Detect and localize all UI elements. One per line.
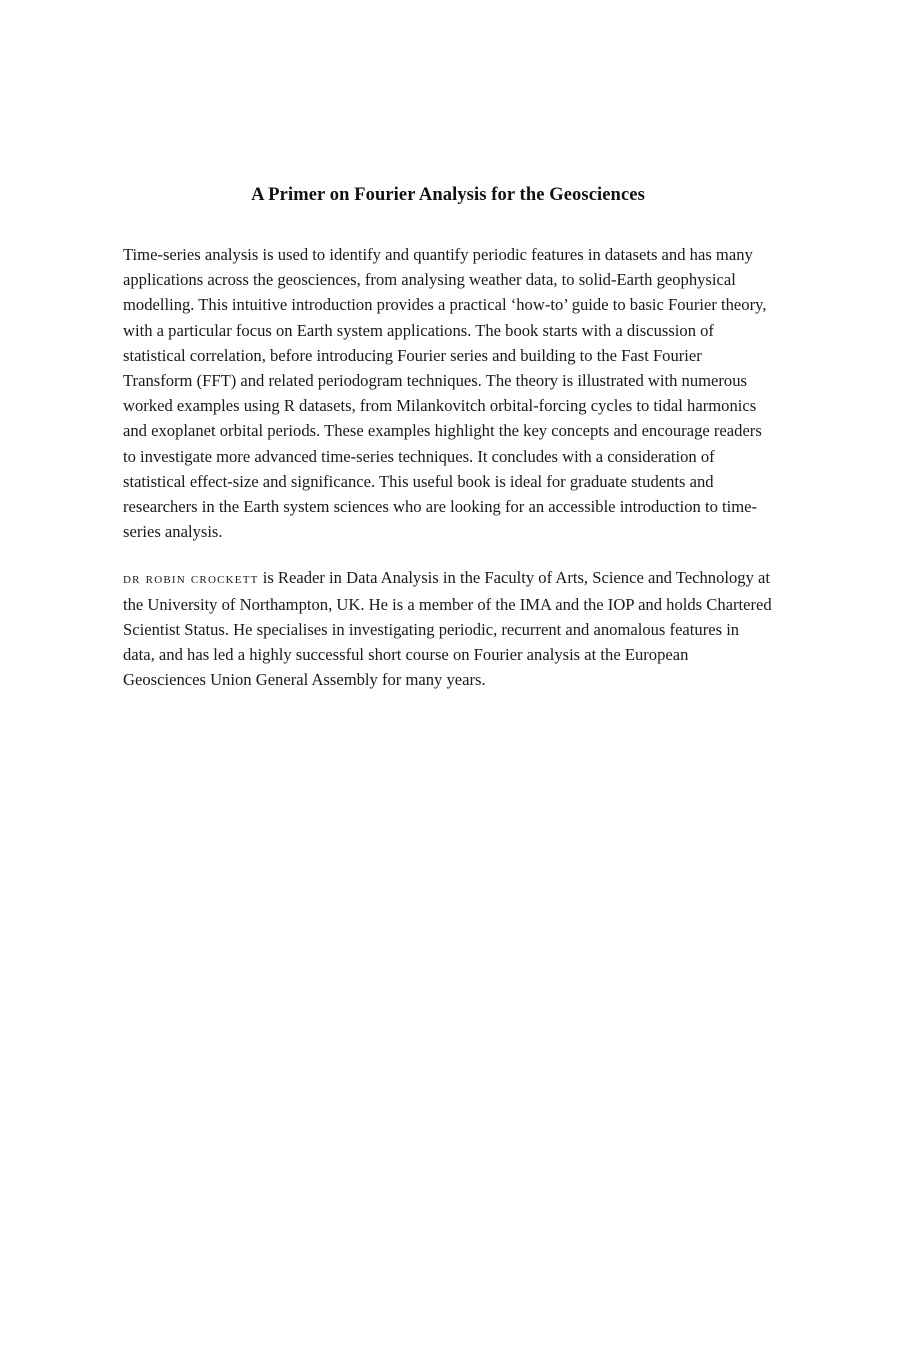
- text-block: [123, 185, 773, 713]
- page-title: A Primer on Fourier Analysis for the Geosciences: [251, 185, 645, 205]
- author-name: dr robin crockett: [123, 570, 259, 588]
- author-bio-text: is Reader in Data Analysis in the Faculty of Arts, Science and Technology at the University of Northampton, UK. He is a member of the IMA and the IOP and holds Chartered Scientist Status. He specialises in investigating periodic, recurrent and anomalous features in data, and has led a highly successful short course on Fourier analysis at the European Geosciences Union General Assembly for many years.: [123, 568, 772, 690]
- author-bio-paragraph: [123, 565, 773, 692]
- book-description-paragraph: Time-series analysis is used to identify and quantify periodic features in datasets and has many applications across the geosciences, from analysing weather data, to solid-Earth geophysical modelling. This intuitive introduction provides a practical ‘how-to’ guide to basic Fourier theory, with a particular focus on Earth system applications. The book starts with a discussion of statistical correlation, before introducing Fourier series and building to the Fast Fourier Transform (FFT) and related periodogram techniques. The theory is illustrated with numerous worked examples using R datasets, from Milankovitch orbital-forcing cycles to tidal harmonics and exoplanet orbital periods. These examples highlight the key concepts and encourage readers to investigate more advanced time-series techniques. It concludes with a consideration of statistical effect-size and significance. This useful book is ideal for graduate students and researchers in the Earth system sciences who are looking for an accessible introduction to time-series analysis.: [123, 245, 767, 542]
